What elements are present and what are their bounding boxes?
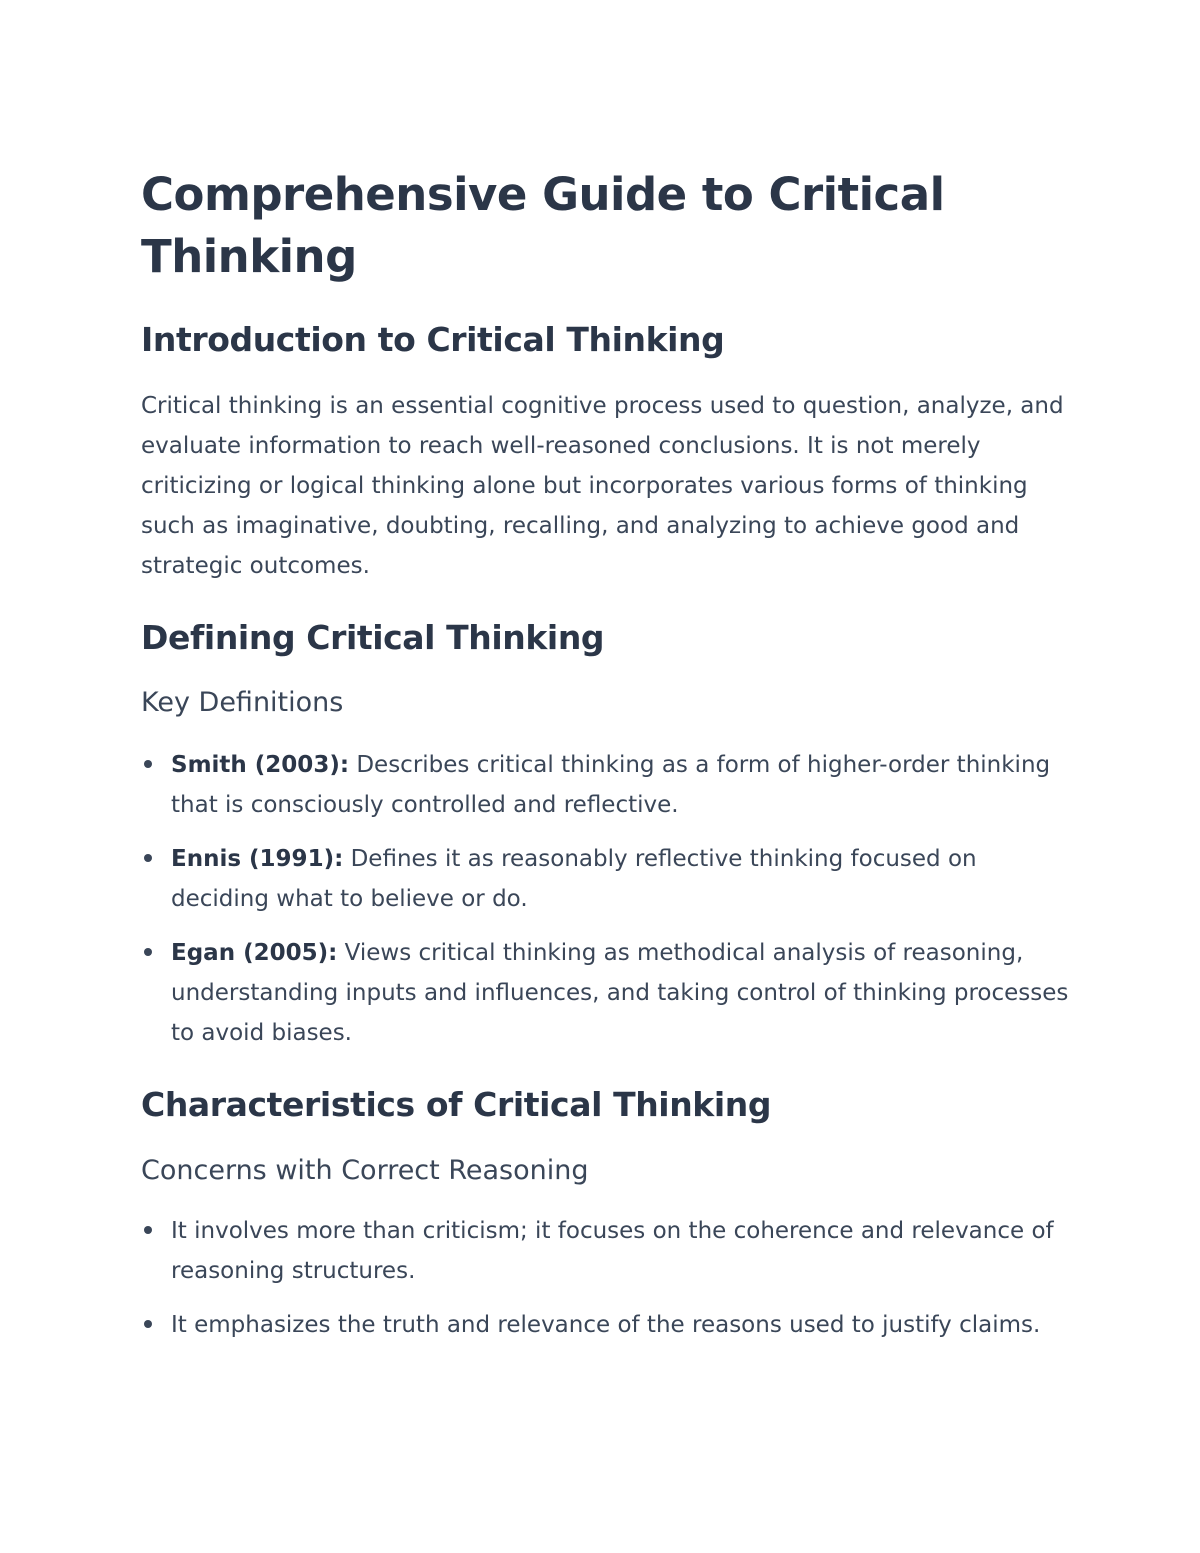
subheading-correct-reasoning: Concerns with Correct Reasoning — [141, 1155, 589, 1186]
list-item — [141, 745, 1071, 825]
list-item — [141, 933, 1071, 1053]
section-heading-characteristics: Characteristics of Critical Thinking — [141, 1085, 772, 1124]
definition-source: Ennis (1991): — [171, 846, 344, 872]
document-title: Comprehensive Guide to Critical Thinking — [141, 168, 945, 283]
definition-source: Smith (2003): — [171, 752, 350, 778]
definition-text: Views critical thinking as methodical analysis of reasoning, understanding inputs and influences, and taking control of thinking processes to avoid biases. — [171, 940, 1069, 1046]
introduction-paragraph: Critical thinking is an essential cognitive process used to question, analyze, and evaluate information to reach well-reasoned conclusions. It is not merely criticizing or logical thinking alone but incorporates various forms of thinking such as imaginative, doubting, recalling, and analyzing to achieve good and strategic outcomes. — [141, 393, 1064, 579]
reasoning-list — [141, 1211, 1071, 1345]
bullet-icon — [144, 760, 152, 768]
list-item — [141, 839, 1071, 919]
bullet-icon — [144, 948, 152, 956]
list-item — [141, 1211, 1071, 1291]
list-item-text: It emphasizes the truth and relevance of the reasons used to justify claims. — [171, 1312, 1041, 1338]
bullet-icon — [144, 854, 152, 862]
list-item — [141, 1305, 1071, 1345]
bullet-icon — [144, 1320, 152, 1328]
definitions-list — [141, 745, 1071, 1053]
definition-text: Describes critical thinking as a form of higher-order thinking that is consciously controlled and reflective. — [171, 752, 1051, 818]
list-item-text: It involves more than criticism; it focuses on the coherence and relevance of reasoning structures. — [171, 1218, 1054, 1284]
document-page — [141, 164, 1071, 1345]
subheading-key-definitions: Key Definitions — [141, 687, 344, 718]
bullet-icon — [144, 1226, 152, 1234]
section-heading-introduction: Introduction to Critical Thinking — [141, 320, 725, 359]
section-heading-defining: Defining Critical Thinking — [141, 618, 605, 657]
definition-source: Egan (2005): — [171, 940, 338, 966]
definition-text: Defines it as reasonably reflective thinking focused on deciding what to believe or do. — [171, 846, 977, 912]
